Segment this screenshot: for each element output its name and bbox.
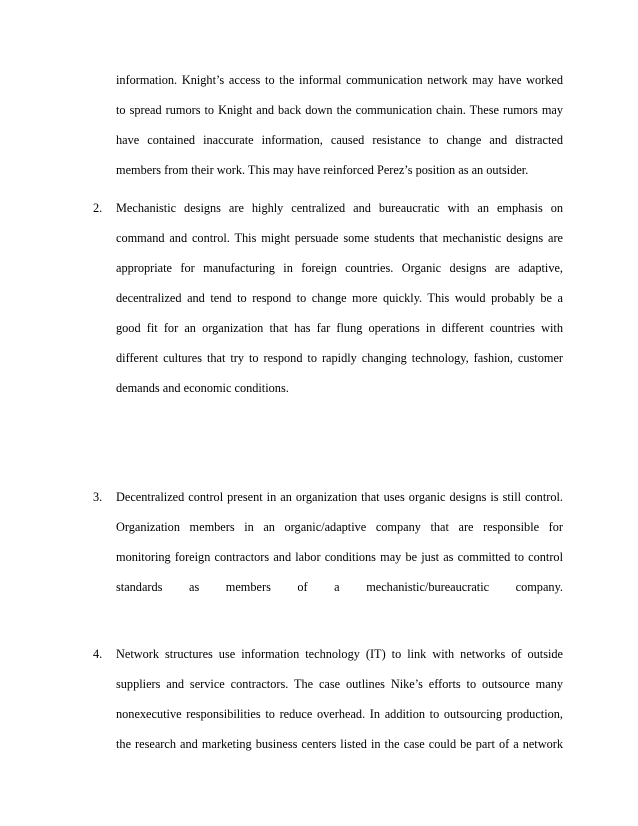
list-item-number: 3. xyxy=(93,490,103,504)
paragraph-line: Organization members in an organic/adaptive company that are responsible for xyxy=(116,520,563,534)
paragraph-line: standards as members of a mechanistic/bureaucratic company. xyxy=(116,580,563,594)
paragraph-line: information. Knight’s access to the informal communication network may have worked xyxy=(116,73,563,87)
paragraph-line: appropriate for manufacturing in foreign countries. Organic designs are adaptive, xyxy=(116,261,563,275)
paragraph-line: have contained inaccurate information, caused resistance to change and distracted xyxy=(116,133,563,147)
list-item-number: 4. xyxy=(93,647,103,661)
paragraph-line: nonexecutive responsibilities to reduce overhead. In addition to outsourcing production, xyxy=(116,707,563,721)
paragraph-line: Mechanistic designs are highly centralized and bureaucratic with an emphasis on xyxy=(116,201,563,215)
paragraph-line: Network structures use information technology (IT) to link with networks of outside xyxy=(116,647,563,661)
paragraph-line: decentralized and tend to respond to change more quickly. This would probably be a xyxy=(116,291,563,305)
paragraph-line: good fit for an organization that has far flung operations in different countries with xyxy=(116,321,563,335)
paragraph-line: demands and economic conditions. xyxy=(116,381,289,395)
paragraph-line: command and control. This might persuade some students that mechanistic designs are xyxy=(116,231,563,245)
paragraph-line: suppliers and service contractors. The case outlines Nike’s efforts to outsource many xyxy=(116,677,563,691)
paragraph-line: to spread rumors to Knight and back down the communication chain. These rumors may xyxy=(116,103,563,117)
paragraph-line: different cultures that try to respond to rapidly changing technology, fashion, customer xyxy=(116,351,563,365)
paragraph-line: Decentralized control present in an organization that uses organic designs is still control. xyxy=(116,490,563,504)
paragraph-line: members from their work. This may have reinforced Perez’s position as an outsider. xyxy=(116,163,529,177)
paragraph-line: monitoring foreign contractors and labor conditions may be just as committed to control xyxy=(116,550,563,564)
list-item-number: 2. xyxy=(93,201,103,215)
paragraph-line: the research and marketing business centers listed in the case could be part of a network xyxy=(116,737,563,751)
